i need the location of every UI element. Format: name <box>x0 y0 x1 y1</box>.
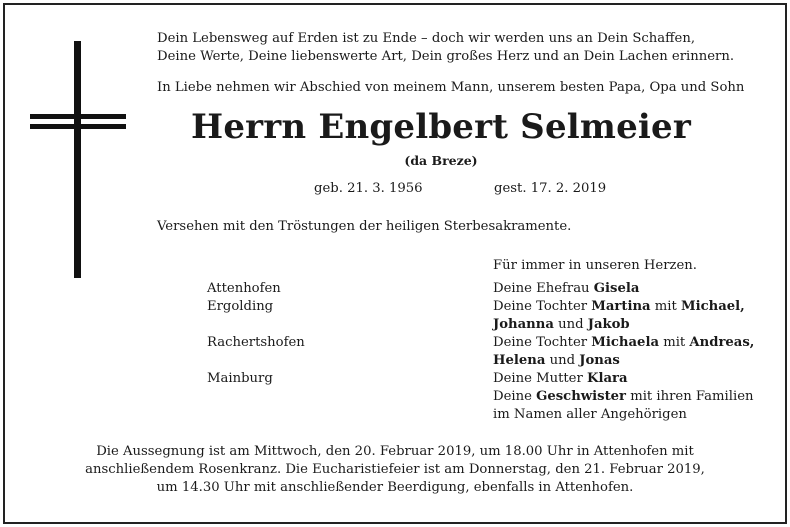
family-name: Jakob <box>587 317 630 332</box>
place-item <box>207 316 305 334</box>
family-text: und <box>545 353 580 368</box>
family-name: Andreas, <box>689 335 755 350</box>
family-text: Deine Mutter <box>493 371 587 386</box>
farewell-text: In Liebe nehmen wir Abschied von meinem Mann, unserem besten Papa, Opa und Sohn <box>157 80 745 95</box>
family-name: Michael, <box>681 299 745 314</box>
family-text: mit ihren Familien <box>626 389 754 404</box>
family-daughter-1 <box>493 298 754 316</box>
family-name: Michaela <box>591 335 659 350</box>
place-item: Mainburg <box>207 371 273 386</box>
family-text: mit <box>650 299 682 314</box>
family-text: Deine Tochter <box>493 335 592 350</box>
birth-date: geb. 21. 3. 1956 <box>314 181 423 196</box>
family-name: Jonas <box>579 353 620 368</box>
sacraments-text: Versehen mit den Tröstungen der heiligen Sterbesakramente. <box>157 219 572 234</box>
family-name: Geschwister <box>536 389 627 404</box>
place-item: Ergolding <box>207 299 274 314</box>
death-date: gest. 17. 2. 2019 <box>494 181 607 196</box>
intro-line-1: Dein Lebensweg auf Erden ist zu Ende – doch wir werden uns an Dein Schaffen, <box>157 31 696 46</box>
family-column <box>493 280 754 424</box>
family-name: Johanna <box>493 317 554 332</box>
family-wife <box>493 280 754 298</box>
always-in-hearts: Für immer in unseren Herzen. <box>493 258 697 273</box>
family-grandchildren-1 <box>493 316 754 334</box>
nickname: (da Breze) <box>404 153 478 168</box>
family-text: Deine <box>493 389 537 404</box>
family-daughter-2 <box>493 334 754 352</box>
family-name: Helena <box>493 353 546 368</box>
place-item: Attenhofen <box>207 281 281 296</box>
family-name: Klara <box>586 371 628 386</box>
funeral-line-1: Die Aussegnung ist am Mittwoch, den 20. Februar 2019, um 18.00 Uhr in Attenhofen mit <box>96 444 694 459</box>
family-name: Gisela <box>593 281 640 296</box>
family-text: Deine Tochter <box>493 299 592 314</box>
places-column <box>207 280 305 388</box>
deceased-name: Herrn Engelbert Selmeier <box>191 107 691 147</box>
family-text: mit <box>659 335 690 350</box>
family-siblings <box>493 388 754 406</box>
family-relatives: im Namen aller Angehörigen <box>493 407 687 422</box>
funeral-info <box>0 443 790 497</box>
family-mother <box>493 370 754 388</box>
place-item <box>207 352 305 370</box>
funeral-line-3: um 14.30 Uhr mit anschließender Beerdigung, ebenfalls in Attenhofen. <box>156 480 634 495</box>
intro-text <box>157 30 734 66</box>
place-item: Rachertshofen <box>207 335 305 350</box>
family-text: und <box>553 317 588 332</box>
funeral-line-2: anschließendem Rosenkranz. Die Eucharistiefeier ist am Donnerstag, den 21. Februar 2019, <box>85 462 705 477</box>
intro-line-2: Deine Werte, Deine liebenswerte Art, Dein großes Herz und an Dein Lachen erinnern. <box>157 49 735 64</box>
family-name: Martina <box>591 299 651 314</box>
family-text: Deine Ehefrau <box>493 281 594 296</box>
family-grandchildren-2 <box>493 352 754 370</box>
